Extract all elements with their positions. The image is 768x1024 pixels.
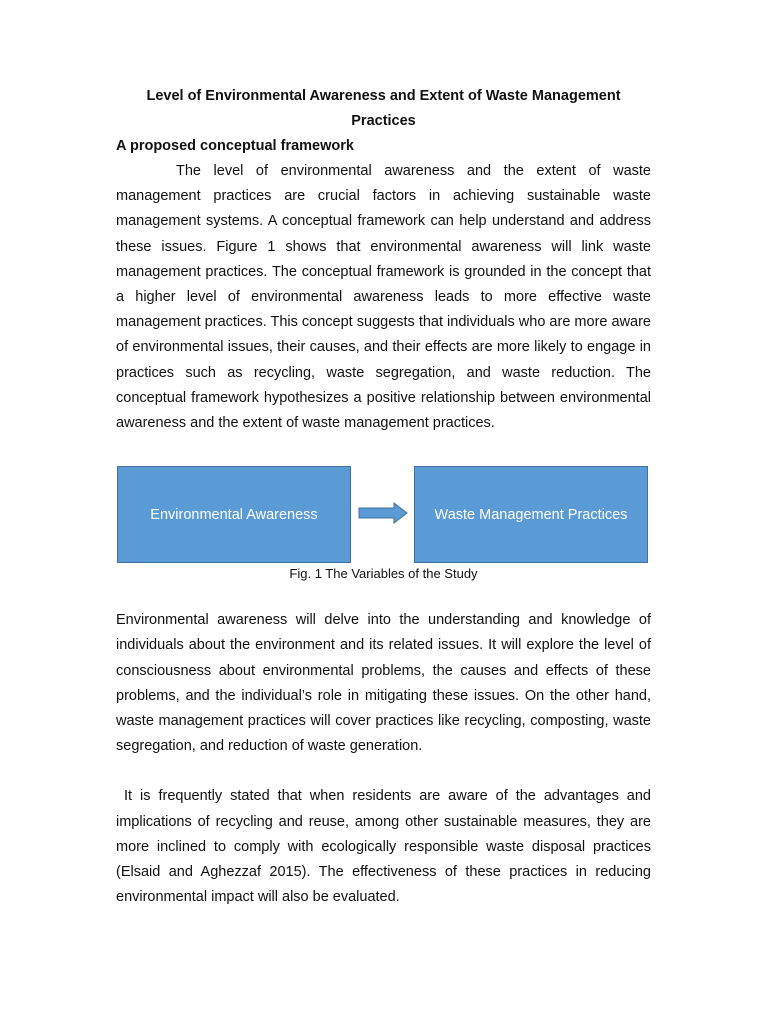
conceptual-framework-figure [116,466,651,563]
section-subheading: A proposed conceptual framework [116,138,354,154]
environmental-awareness-box [117,466,351,563]
paragraph-environmental-awareness: Environmental awareness will delve into the understanding and knowledge of individuals about the environment and its related issues. It will explore the level of consciousness about environmental problems, the causes and effects of these problems, and the individual’s role in mitigating these issues. On the other hand, waste management practices will cover practices like recycling, composting, waste segregation, and reduction of waste generation. [116,612,651,755]
document-page [116,84,656,910]
waste-management-practices-box [414,466,648,563]
document-title: Level of Environmental Awareness and Extent of Waste Management Practices [146,88,621,129]
paragraph-intro: The level of environmental awareness and the extent of waste management practices are crucial factors in achieving sustainable waste management systems. A conceptual framework can help understand and address these issues. Figure 1 shows that environmental awareness will link waste management practices. The conceptual framework is grounded in the concept that a higher level of environmental awareness leads to more effective waste management practices. This concept suggests that individuals who are more aware of environmental issues, their causes, and their effects are more likely to engage in practices such as recycling, waste segregation, and waste reduction. The conceptual framework hypothesizes a positive relationship between environmental awareness and the extent of waste management practices. [116,163,651,432]
environmental-awareness-label: Environmental Awareness [150,506,318,523]
paragraph-residents-awareness: It is frequently stated that when residents are aware of the advantages and implications of recycling and reuse, among other sustainable measures, they are more inclined to comply with ecologically responsible waste disposal practices (Elsaid and Aghezzaf 2015). The effectiveness of these practices in reducing environmental impact will also be evaluated. [116,788,656,906]
right-arrow-icon [358,502,408,524]
figure-caption: Fig. 1 The Variables of the Study [289,566,478,582]
waste-management-practices-label: Waste Management Practices [434,506,628,523]
